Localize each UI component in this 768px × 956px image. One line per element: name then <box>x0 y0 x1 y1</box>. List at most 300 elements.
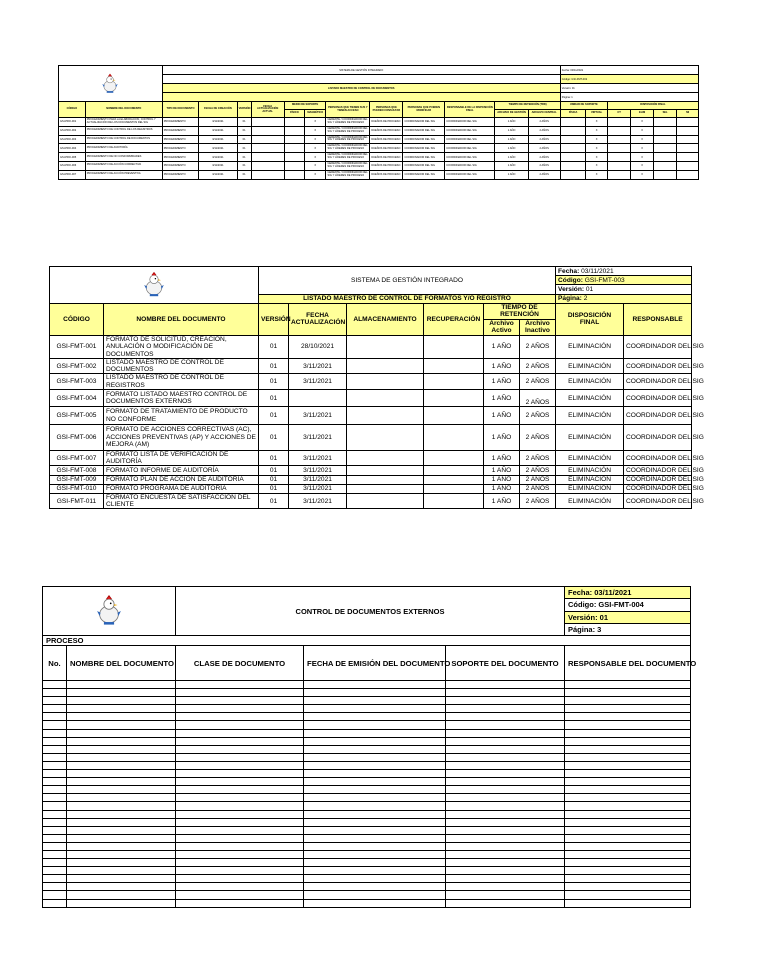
empty-cell <box>565 794 691 802</box>
empty-cell <box>67 737 176 745</box>
virtual-cell: X <box>586 135 607 144</box>
empty-cell <box>565 753 691 761</box>
empty-cell <box>446 729 565 737</box>
tipo-cell: PROCEDIMIENTO <box>162 126 198 135</box>
doc1-title: LISTADO MAESTRO DE CONTROL DE DOCUMENTOS <box>162 84 560 93</box>
doc2-h-activo: Archivo Activo <box>484 319 520 335</box>
activo-cell: 1 AÑO <box>484 389 520 407</box>
sel-cell <box>653 170 677 179</box>
table-row <box>43 705 691 713</box>
table-row <box>50 484 692 493</box>
table-row <box>59 118 699 127</box>
empty-cell <box>304 810 446 818</box>
modificar-cell: COORDINADOR DEL SIG <box>403 153 445 162</box>
magnetico-cell: X <box>305 144 326 153</box>
recuperacion-cell <box>424 336 484 359</box>
empty-cell <box>43 721 67 729</box>
tipo-cell: PROCEDIMIENTO <box>162 161 198 170</box>
modificar-cell: COORDINADOR DEL SIG <box>403 144 445 153</box>
doc1-h-fisica: FÍSICA <box>560 110 586 118</box>
codigo-cell: GSI-FMT-002 <box>50 358 104 374</box>
doc2-meta-2: Versión: 01 <box>556 285 692 294</box>
archivo-central-cell: 2 AÑOS <box>528 161 560 170</box>
table-row <box>43 761 691 769</box>
empty-cell <box>43 802 67 810</box>
empty-cell <box>304 778 446 786</box>
empty-cell <box>565 705 691 713</box>
disposicion-cell: ELIMINACIÓN <box>556 450 624 466</box>
empty-cell <box>446 850 565 858</box>
table-row <box>59 144 699 153</box>
disposicion-cell: ELIMINACIÓN <box>556 475 624 484</box>
inactivo-cell: 2 AÑOS <box>520 407 556 425</box>
sel-cell <box>653 153 677 162</box>
empty-cell <box>67 681 176 689</box>
version-cell: 01 <box>259 336 289 359</box>
empty-cell <box>43 875 67 883</box>
fecha-cell: 28/10/2021 <box>289 336 347 359</box>
tipo-cell: PROCEDIMIENTO <box>162 144 198 153</box>
responsable-cell: COORDINADOR DEL SIG <box>445 153 495 162</box>
fecha-act-cell <box>251 153 284 162</box>
empty-cell <box>176 786 304 794</box>
version-cell: 01 <box>237 135 251 144</box>
empty-cell <box>43 850 67 858</box>
fecha-cell: 3/11/2021 <box>289 407 347 425</box>
fisico-cell <box>284 126 304 135</box>
doc3-h-responsable: RESPONSABLE DEL DOCUMENTO <box>565 646 691 681</box>
fecha-act-cell <box>251 170 284 179</box>
mi-cell <box>677 153 699 162</box>
responsable-cell: COORDINADOR DEL SIG <box>445 126 495 135</box>
doc2-h-codigo: CÓDIGO <box>50 303 104 335</box>
almacenamiento-cell <box>347 475 424 484</box>
empty-cell <box>43 859 67 867</box>
table-row <box>43 891 691 899</box>
archivo-gestion-cell: 1 AÑO <box>495 126 528 135</box>
empty-cell <box>43 689 67 697</box>
almacenamiento-cell <box>347 493 424 509</box>
personas-cell: GERENTE / COORDINADOR DEL SIG Y LÍDERES DE PROCESO <box>326 135 370 144</box>
empty-cell <box>67 729 176 737</box>
empty-cell <box>67 850 176 858</box>
fecha-cell: 3/11/2021 <box>199 144 238 153</box>
fisica-cell <box>560 118 586 127</box>
doc1-h-fecha-act: FECHA ACTUALIZACIÓN ACTUAL <box>251 102 284 118</box>
codigo-cell: GSI-PRO-007 <box>59 170 86 179</box>
doc1-h-nombre: NOMBRE DEL DOCUMENTO <box>85 102 162 118</box>
empty-cell <box>67 761 176 769</box>
archivo-gestion-cell: 1 AÑO <box>495 135 528 144</box>
empty-cell <box>43 786 67 794</box>
table-row <box>43 778 691 786</box>
ct-cell <box>607 144 631 153</box>
rooster-logo-icon <box>52 271 256 299</box>
empty-cell <box>304 705 446 713</box>
empty-cell <box>565 778 691 786</box>
empty-cell <box>43 883 67 891</box>
empty-cell <box>43 729 67 737</box>
almacenamiento-cell <box>347 450 424 466</box>
empty-cell <box>446 899 565 907</box>
nombre-cell: LISTADO MAESTRO DE CONTROL DE REGISTROS <box>104 374 259 390</box>
empty-cell <box>304 834 446 842</box>
master-formats-table <box>49 266 704 509</box>
version-cell: 01 <box>259 475 289 484</box>
nombre-cell: PROCEDIMIENTO DE AUDITORÍA <box>85 144 162 153</box>
doc3-title: CONTROL DE DOCUMENTOS EXTERNOS <box>176 587 565 636</box>
virtual-cell: X <box>586 118 607 127</box>
mi-cell <box>677 126 699 135</box>
table-row <box>43 721 691 729</box>
nombre-cell: FORMATO LISTA DE VERIFICACIÓN DE AUDITORÍA <box>104 450 259 466</box>
empty-cell <box>446 842 565 850</box>
nombre-cell: LISTADO MAESTRO DE CONTROL DE DOCUMENTOS <box>104 358 259 374</box>
empty-cell <box>565 842 691 850</box>
codigo-cell: GSI-FMT-005 <box>50 407 104 425</box>
table-row <box>50 407 692 425</box>
fisica-cell <box>560 161 586 170</box>
fisico-cell <box>284 118 304 127</box>
empty-cell <box>304 842 446 850</box>
mi-cell <box>677 118 699 127</box>
empty-cell <box>304 689 446 697</box>
version-cell: 01 <box>259 424 289 450</box>
empty-cell <box>67 810 176 818</box>
empty-cell <box>176 778 304 786</box>
responsable-cell: COORDINADOR DEL SIG <box>624 484 692 493</box>
disposicion-cell: ELIMINACIÓN <box>556 484 624 493</box>
mi-cell <box>677 170 699 179</box>
responsable-cell: COORDINADOR DEL SIG <box>624 466 692 475</box>
doc2-h-almacenamiento: ALMACENAMIENTO <box>347 303 424 335</box>
empty-cell <box>43 745 67 753</box>
version-cell: 01 <box>259 374 289 390</box>
doc1-h-archivo-central: ARCHIVO CENTRAL <box>528 110 560 118</box>
table-row <box>43 834 691 842</box>
empty-cell <box>446 745 565 753</box>
empty-cell <box>446 859 565 867</box>
elim-cell: X <box>631 126 653 135</box>
responsable-cell: COORDINADOR DEL SIG <box>624 374 692 390</box>
recuperacion-cell <box>424 358 484 374</box>
doc1-spacer <box>162 93 560 102</box>
activo-cell: 1 AÑO <box>484 374 520 390</box>
codigo-cell: GSI-FMT-006 <box>50 424 104 450</box>
fecha-cell: 3/11/2021 <box>289 466 347 475</box>
sel-cell <box>653 161 677 170</box>
disposicion-cell: ELIMINACIÓN <box>556 424 624 450</box>
table-row <box>50 493 692 509</box>
empty-cell <box>565 810 691 818</box>
empty-cell <box>304 761 446 769</box>
almacenamiento-cell <box>347 484 424 493</box>
recuperacion-cell <box>424 484 484 493</box>
responsable-cell: COORDINADOR DEL SIG <box>624 389 692 407</box>
activo-cell: 1 AÑO <box>484 336 520 359</box>
activo-cell: 1 AÑO <box>484 493 520 509</box>
empty-cell <box>565 867 691 875</box>
codigo-cell: GSI-PRO-004 <box>59 144 86 153</box>
table-row <box>50 389 692 407</box>
empty-cell <box>67 697 176 705</box>
doc2-title: LISTADO MAESTRO DE CONTROL DE FORMATOS Y/O REGISTRO <box>259 294 556 303</box>
table-row <box>50 424 692 450</box>
empty-cell <box>67 842 176 850</box>
empty-cell <box>67 899 176 907</box>
fecha-act-cell <box>251 118 284 127</box>
magnetico-cell: X <box>305 118 326 127</box>
consultar-cell: DUEÑOS DE PROCESO <box>370 118 403 127</box>
fecha-cell: 3/11/2021 <box>289 424 347 450</box>
nombre-cell: FORMATO ENCUESTA DE SATISFACCIÓN DEL CLIENTE <box>104 493 259 509</box>
table-row <box>43 786 691 794</box>
disposicion-cell: ELIMINACIÓN <box>556 358 624 374</box>
nombre-cell: FORMATO DE ACCIONES CORRECTIVAS (AC), ACCIONES PREVENTIVAS (AP) Y ACCIONES DE MEJORA (AM) <box>104 424 259 450</box>
fecha-cell: 3/11/2021 <box>199 135 238 144</box>
table-row <box>43 826 691 834</box>
empty-cell <box>304 729 446 737</box>
empty-cell <box>176 818 304 826</box>
empty-cell <box>565 802 691 810</box>
fecha-cell: 3/11/2021 <box>289 484 347 493</box>
empty-cell <box>43 867 67 875</box>
fisica-cell <box>560 170 586 179</box>
elim-cell: X <box>631 144 653 153</box>
empty-cell <box>176 867 304 875</box>
disposicion-cell: ELIMINACIÓN <box>556 389 624 407</box>
empty-cell <box>565 786 691 794</box>
archivo-central-cell: 2 AÑOS <box>528 135 560 144</box>
ct-cell <box>607 135 631 144</box>
almacenamiento-cell <box>347 374 424 390</box>
fecha-act-cell <box>251 135 284 144</box>
empty-cell <box>565 875 691 883</box>
external-documents-table <box>42 586 697 908</box>
table-row <box>50 450 692 466</box>
table-row <box>43 810 691 818</box>
version-cell: 01 <box>259 389 289 407</box>
table-row <box>43 899 691 907</box>
archivo-central-cell: 2 AÑOS <box>528 153 560 162</box>
empty-cell <box>446 834 565 842</box>
doc1-h-medio: MEDIO DE SOPORTE <box>284 102 326 110</box>
fecha-cell: 3/11/2021 <box>289 475 347 484</box>
empty-cell <box>304 721 446 729</box>
empty-cell <box>304 802 446 810</box>
archivo-central-cell: 2 AÑOS <box>528 170 560 179</box>
modificar-cell: COORDINADOR DEL SIG <box>403 135 445 144</box>
fecha-cell: 3/11/2021 <box>199 170 238 179</box>
version-cell: 01 <box>237 170 251 179</box>
table-row <box>43 883 691 891</box>
doc1-empty <box>162 75 560 84</box>
empty-cell <box>176 729 304 737</box>
fecha-cell: 3/11/2021 <box>289 358 347 374</box>
table-row <box>59 153 699 162</box>
empty-cell <box>176 745 304 753</box>
sel-cell <box>653 118 677 127</box>
empty-cell <box>446 713 565 721</box>
empty-cell <box>565 713 691 721</box>
ct-cell <box>607 126 631 135</box>
personas-cell: GERENTE / COORDINADOR DEL SIG Y LÍDERES DE PROCESO <box>326 144 370 153</box>
empty-cell <box>565 891 691 899</box>
empty-cell <box>67 883 176 891</box>
ct-cell <box>607 170 631 179</box>
empty-cell <box>565 737 691 745</box>
empty-cell <box>67 802 176 810</box>
inactivo-cell: 2 AÑOS <box>520 466 556 475</box>
inactivo-cell: 2 AÑOS <box>520 450 556 466</box>
doc1-h-personas-tienen: PERSONAS QUE TIENEN SUS Y TIENEN ACCESO <box>326 102 370 118</box>
doc1-meta-3: Página: 1 <box>560 93 698 102</box>
almacenamiento-cell <box>347 389 424 407</box>
nombre-cell: FORMATO LISTADO MAESTRO CONTROL DE DOCUMENTOS EXTERNOS <box>104 389 259 407</box>
doc2-h-responsable: RESPONSABLE <box>624 303 692 335</box>
empty-cell <box>67 689 176 697</box>
empty-cell <box>43 891 67 899</box>
nombre-cell: PROCEDIMIENTO DE CONTROL DE LOS REGISTROS <box>85 126 162 135</box>
recuperacion-cell <box>424 389 484 407</box>
codigo-cell: GSI-FMT-008 <box>50 466 104 475</box>
empty-cell <box>176 713 304 721</box>
codigo-cell: GSI-PRO-003 <box>59 135 86 144</box>
fisico-cell <box>284 144 304 153</box>
empty-cell <box>67 875 176 883</box>
empty-cell <box>176 883 304 891</box>
disposicion-cell: ELIMINACIÓN <box>556 374 624 390</box>
doc1-h-disposicion: DISPOSICIÓN FINAL <box>607 102 698 110</box>
doc3-meta-0: Fecha: 03/11/2021 <box>565 587 691 599</box>
empty-cell <box>43 770 67 778</box>
empty-cell <box>67 794 176 802</box>
empty-cell <box>304 826 446 834</box>
ct-cell <box>607 161 631 170</box>
table-row <box>50 466 692 475</box>
version-cell: 01 <box>237 153 251 162</box>
virtual-cell: X <box>586 144 607 153</box>
empty-cell <box>43 705 67 713</box>
sel-cell <box>653 135 677 144</box>
inactivo-cell: 2 AÑOS <box>520 484 556 493</box>
empty-cell <box>304 859 446 867</box>
nombre-cell: PROCEDIMIENTO DE ACCIÓN PREVENTIVA <box>85 170 162 179</box>
responsable-cell: COORDINADOR DEL SIG <box>624 358 692 374</box>
consultar-cell: DUEÑOS DE PROCESO <box>370 161 403 170</box>
doc1-meta-1: Código: GSI-FMT-002 <box>560 75 698 84</box>
empty-cell <box>446 826 565 834</box>
disposicion-cell: ELIMINACIÓN <box>556 466 624 475</box>
archivo-gestion-cell: 1 AÑO <box>495 153 528 162</box>
recuperacion-cell <box>424 475 484 484</box>
empty-cell <box>176 761 304 769</box>
table-row <box>43 770 691 778</box>
nombre-cell: FORMATO PROGRAMA DE AUDITORÍA <box>104 484 259 493</box>
nombre-cell: FORMATO PLAN DE ACCIÓN DE AUDITORÍA <box>104 475 259 484</box>
empty-cell <box>304 753 446 761</box>
codigo-cell: GSI-FMT-004 <box>50 389 104 407</box>
doc1-h-fecha: FECHA DE CREACIÓN <box>199 102 238 118</box>
doc1-h-ct: CT <box>607 110 631 118</box>
empty-cell <box>43 778 67 786</box>
activo-cell: 1 AÑO <box>484 484 520 493</box>
empty-cell <box>304 891 446 899</box>
empty-cell <box>565 689 691 697</box>
empty-cell <box>446 867 565 875</box>
empty-cell <box>43 681 67 689</box>
table-row <box>59 170 699 179</box>
empty-cell <box>43 899 67 907</box>
fisica-cell <box>560 144 586 153</box>
empty-cell <box>43 842 67 850</box>
fecha-cell: 3/11/2021 <box>199 153 238 162</box>
empty-cell <box>565 818 691 826</box>
recuperacion-cell <box>424 424 484 450</box>
empty-cell <box>176 705 304 713</box>
table-row <box>43 859 691 867</box>
fecha-cell: 3/11/2021 <box>289 450 347 466</box>
empty-cell <box>176 721 304 729</box>
empty-cell <box>446 794 565 802</box>
responsable-cell: COORDINADOR DEL SIG <box>624 475 692 484</box>
almacenamiento-cell <box>347 466 424 475</box>
fecha-cell: 3/11/2021 <box>199 118 238 127</box>
empty-cell <box>67 867 176 875</box>
codigo-cell: GSI-PRO-006 <box>59 161 86 170</box>
codigo-cell: GSI-FMT-001 <box>50 336 104 359</box>
empty-cell <box>565 770 691 778</box>
modificar-cell: COORDINADOR DEL SIG <box>403 126 445 135</box>
sel-cell <box>653 144 677 153</box>
empty-cell <box>446 697 565 705</box>
table-row <box>59 135 699 144</box>
empty-cell <box>43 826 67 834</box>
codigo-cell: GSI-PRO-001 <box>59 118 86 127</box>
company-logo <box>43 587 176 636</box>
elim-cell: X <box>631 153 653 162</box>
empty-cell <box>304 770 446 778</box>
empty-cell <box>176 737 304 745</box>
consultar-cell: DUEÑOS DE PROCESO <box>370 153 403 162</box>
mi-cell <box>677 144 699 153</box>
rooster-logo-icon <box>46 594 172 628</box>
nombre-cell: PROCEDIMIENTO DE CONTROL DE DOCUMENTOS <box>85 135 162 144</box>
empty-cell <box>67 713 176 721</box>
archivo-gestion-cell: 1 AÑO <box>495 170 528 179</box>
responsable-cell: COORDINADOR DEL SIG <box>445 170 495 179</box>
doc1-meta-2: Versión: 01 <box>560 84 698 93</box>
empty-cell <box>176 899 304 907</box>
doc1-h-sel: SEL <box>653 110 677 118</box>
doc1-h-personas-modificar: PERSONAS QUE PUEDEN MODIFICAR <box>403 102 445 118</box>
doc2-system: SISTEMA DE GESTIÓN INTEGRADO <box>259 267 556 295</box>
tipo-cell: PROCEDIMIENTO <box>162 170 198 179</box>
empty-cell <box>565 850 691 858</box>
disposicion-cell: ELIMINACIÓN <box>556 493 624 509</box>
tipo-cell: PROCEDIMIENTO <box>162 118 198 127</box>
activo-cell: 1 AÑO <box>484 407 520 425</box>
doc3-h-clase: CLASE DE DOCUMENTO <box>176 646 304 681</box>
empty-cell <box>67 770 176 778</box>
modificar-cell: COORDINADOR DEL SIG <box>403 170 445 179</box>
empty-cell <box>43 810 67 818</box>
magnetico-cell: X <box>305 170 326 179</box>
empty-cell <box>176 810 304 818</box>
fecha-cell: 3/11/2021 <box>289 374 347 390</box>
empty-cell <box>565 859 691 867</box>
activo-cell: 1 AÑO <box>484 475 520 484</box>
